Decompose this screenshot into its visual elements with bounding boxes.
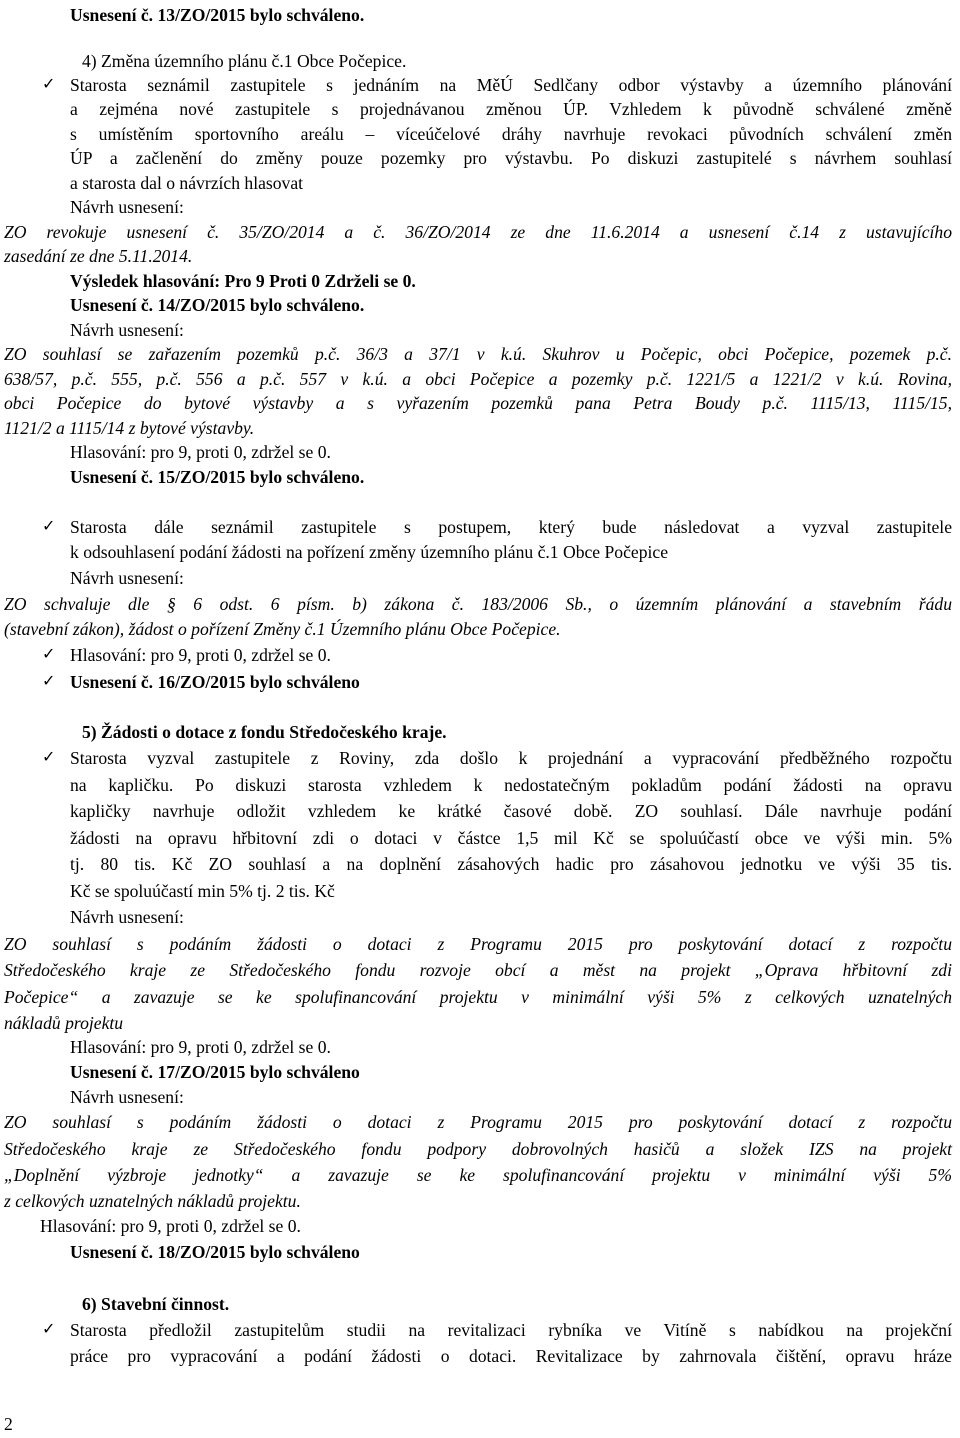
proposal-text: ZO souhlasí s podáním žádosti o dotaci z Programu 2015 pro poskytování dotací z rozpočtu bbox=[4, 1112, 952, 1132]
proposal-text: Středočeského kraje ze Středočeského fondu podpory dobrovolných hasičů a složek IZS na projekt bbox=[4, 1139, 952, 1159]
proposal-text: ZO revokuje usnesení č. 35/ZO/2014 a č. 36/ZO/2014 ze dne 11.6.2014 a usnesení č.14 z ustavujícího bbox=[4, 222, 952, 242]
check-icon: ✓ bbox=[42, 644, 56, 663]
paragraph-line: práce pro vypracování a podání žádosti o dotaci. Revitalizace by zahrnovala čištění, opravu hráze bbox=[70, 1346, 952, 1366]
page-number: 2 bbox=[4, 1414, 13, 1434]
vote-result: Výsledek hlasování: Pro 9 Proti 0 Zdrželi se 0. bbox=[70, 271, 416, 291]
resolution-16: Usnesení č. 16/ZO/2015 bylo schváleno bbox=[70, 672, 360, 692]
proposal-text: obci Počepice do bytové výstavby a s vyřazením pozemků pana Petra Boudy p.č. 1115/13, 1115/15, bbox=[4, 393, 952, 413]
section-6-heading: 6) Stavební činnost. bbox=[82, 1294, 230, 1314]
proposal-text: Středočeského kraje ze Středočeského fondu rozvoje obcí a měst na projekt „Oprava hřbitovní zdi bbox=[4, 960, 952, 980]
check-icon: ✓ bbox=[42, 516, 56, 535]
vote-result: Hlasování: pro 9, proti 0, zdržel se 0. bbox=[70, 442, 331, 462]
check-icon: ✓ bbox=[42, 671, 56, 690]
proposal-label: Návrh usnesení: bbox=[70, 907, 184, 927]
check-icon: ✓ bbox=[42, 74, 56, 93]
paragraph-line: Kč se spoluúčastí min 5% tj. 2 tis. Kč bbox=[70, 881, 335, 901]
proposal-text: Počepice“ a zavazuje se ke spolufinancování projektu v minimální výši 5% z celkových uznatelných bbox=[4, 987, 952, 1007]
resolution-15: Usnesení č. 15/ZO/2015 bylo schváleno. bbox=[70, 467, 365, 487]
resolution-17: Usnesení č. 17/ZO/2015 bylo schváleno bbox=[70, 1062, 360, 1082]
proposal-label: Návrh usnesení: bbox=[70, 568, 184, 588]
check-icon: ✓ bbox=[42, 747, 56, 766]
paragraph-line: k odsouhlasení podání žádosti na pořízení změny územního plánu č.1 Obce Počepice bbox=[70, 542, 669, 562]
paragraph-line: tj. 80 tis. Kč ZO souhlasí a na doplnění zásahových hadic pro zásahovou jednotku ve výši 35 tis. bbox=[70, 854, 952, 874]
paragraph-line: Starosta dále seznámil zastupitele s postupem, který bude následovat a vyzval zastupitele bbox=[70, 517, 952, 537]
proposal-label: Návrh usnesení: bbox=[70, 320, 184, 340]
paragraph-line: Starosta předložil zastupitelům studii na revitalizaci rybníka ve Vitíně s nabídkou na projekční bbox=[70, 1320, 952, 1340]
paragraph-line: na kapličku. Po diskuzi starosta vzhledem k nedostatečným pokladům podání žádosti na opravu bbox=[70, 775, 952, 795]
proposal-text: 1121/2 a 1115/14 z bytové výstavby. bbox=[4, 418, 255, 438]
proposal-text: ZO souhlasí se zařazením pozemků p.č. 36/3 a 37/1 v k.ú. Skuhrov u Počepic, obci Počepice, pozemek p.č. bbox=[4, 344, 952, 364]
vote-result: Hlasování: pro 9, proti 0, zdržel se 0. bbox=[70, 1037, 331, 1057]
section-4-heading: 4) Změna územního plánu č.1 Obce Počepice. bbox=[82, 51, 407, 71]
proposal-text: zasedání ze dne 5.11.2014. bbox=[4, 246, 193, 266]
paragraph-line: Starosta vyzval zastupitele z Roviny, zda došlo k projednání a vypracování předběžného rozpočtu bbox=[70, 748, 952, 768]
vote-result: Hlasování: pro 9, proti 0, zdržel se 0. bbox=[40, 1216, 301, 1236]
proposal-label: Návrh usnesení: bbox=[70, 197, 184, 217]
paragraph-line: a starosta dal o návrzích hlasovat bbox=[70, 173, 304, 193]
paragraph-line: Starosta seznámil zastupitele s jednáním na MěÚ Sedlčany odbor výstavby a územního plánování bbox=[70, 75, 952, 95]
paragraph-line: s umístěním sportovního areálu – víceúčelové dráhy navrhuje revokaci původních schválení změn bbox=[70, 124, 952, 144]
resolution-14: Usnesení č. 14/ZO/2015 bylo schváleno. bbox=[70, 295, 365, 315]
proposal-label: Návrh usnesení: bbox=[70, 1087, 184, 1107]
proposal-text: 638/57, p.č. 555, p.č. 556 a p.č. 557 v k.ú. a obci Počepice a pozemky p.č. 1221/5 a 1221/2 v k.ú. Rovina, bbox=[4, 369, 952, 389]
proposal-text: „Doplnění výzbroje jednotky“ a zavazuje se ke spolufinancování projektu v minimální výši 5% bbox=[4, 1165, 952, 1185]
paragraph-line: žádosti na opravu hřbitovní zdi o dotaci v částce 1,5 mil Kč se spoluúčastí obce ve výši min. 5% bbox=[70, 828, 952, 848]
proposal-text: nákladů projektu bbox=[4, 1013, 124, 1033]
proposal-text: ZO schvaluje dle § 6 odst. 6 písm. b) zákona č. 183/2006 Sb., o územním plánování a stavebním řádu bbox=[4, 594, 952, 614]
proposal-text: ZO souhlasí s podáním žádosti o dotaci z Programu 2015 pro poskytování dotací z rozpočtu bbox=[4, 934, 952, 954]
proposal-text: (stavební zákon), žádost o pořízení Změny č.1 Územního plánu Obce Počepice. bbox=[4, 619, 561, 639]
paragraph-line: a zejména nové zastupitele s projednávanou změnou ÚP. Vzhledem k původně schválené změně bbox=[70, 99, 952, 119]
resolution-18: Usnesení č. 18/ZO/2015 bylo schváleno bbox=[70, 1242, 360, 1262]
section-5-heading: 5) Žádosti o dotace z fondu Středočeského kraje. bbox=[82, 722, 447, 742]
paragraph-line: ÚP a začlenění do změny pouze pozemky pro výstavbu. Po diskuzi zastupitelé s návrhem souhlasí bbox=[70, 148, 952, 168]
vote-result: Hlasování: pro 9, proti 0, zdržel se 0. bbox=[70, 645, 331, 665]
proposal-text: z celkových uznatelných nákladů projektu. bbox=[4, 1191, 301, 1211]
check-icon: ✓ bbox=[42, 1319, 56, 1338]
paragraph-line: kapličky navrhuje odložit vzhledem ke krátké časové době. ZO souhlasí. Dále navrhuje podání bbox=[70, 801, 952, 821]
resolution-13: Usnesení č. 13/ZO/2015 bylo schváleno. bbox=[70, 5, 365, 25]
